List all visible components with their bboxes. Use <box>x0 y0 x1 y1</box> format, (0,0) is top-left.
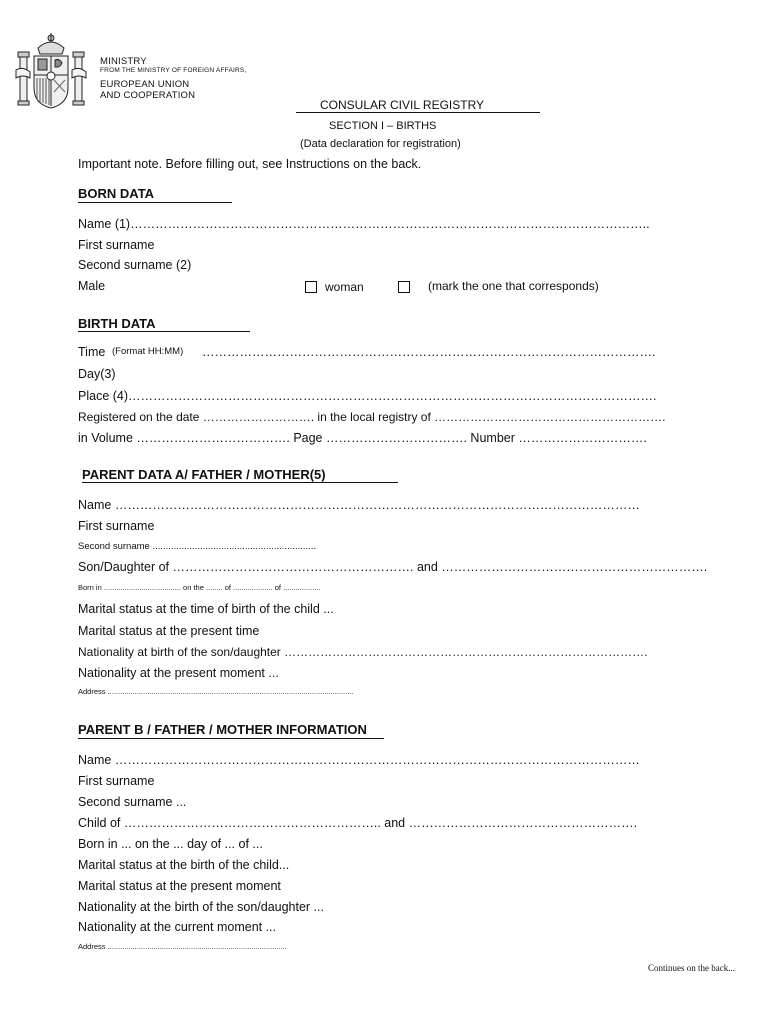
mark-note: (mark the one that corresponds) <box>428 279 599 293</box>
form-title: CONSULAR CIVIL REGISTRY <box>320 98 485 112</box>
born-data-underline <box>78 202 232 203</box>
parent-a-born-in-field[interactable]: Born in ..................................... on the ........ of ................... of .................. <box>78 583 321 592</box>
parent-a-first-surname-field[interactable]: First surname <box>78 519 155 533</box>
continues-footer: Continues on the back... <box>648 963 735 973</box>
time-label: Time <box>78 345 106 359</box>
birth-data-underline <box>78 331 250 332</box>
birth-data-heading: BIRTH DATA <box>78 316 156 331</box>
parent-a-address-field[interactable]: Address ...................................................................................................................... <box>78 687 354 696</box>
place-field[interactable]: Place (4)………………………………………………………………………………………………………………. <box>78 389 657 403</box>
male-label: Male <box>78 279 106 293</box>
coat-of-arms-logo <box>12 30 90 112</box>
born-second-surname-field[interactable]: Second surname (2) <box>78 258 192 272</box>
form-subtitle: (Data declaration for registration) <box>300 138 461 150</box>
important-note: Important note. Before filling out, see Instructions on the back. <box>78 157 422 171</box>
parent-a-marital-birth-field[interactable]: Marital status at the time of birth of the child ... <box>78 602 334 616</box>
parent-b-heading: PARENT B / FATHER / MOTHER INFORMATION <box>78 722 367 737</box>
eu-label-line2: AND COOPERATION <box>100 90 196 101</box>
parent-b-nationality-birth-field[interactable]: Nationality at the birth of the son/daughter ... <box>78 900 324 914</box>
parent-b-born-in-field[interactable]: Born in ... on the ... day of ... of ... <box>78 837 263 851</box>
parent-a-second-surname-field[interactable]: Second surname .............................................................. <box>78 541 317 552</box>
parent-b-child-of-field[interactable]: Child of …………………………………………………….. and ………………………………………………. <box>78 816 638 830</box>
parent-a-heading: PARENT DATA A/ FATHER / MOTHER(5) <box>82 467 326 482</box>
parent-b-marital-present-field[interactable]: Marital status at the present moment <box>78 879 281 893</box>
title-underline <box>296 112 540 113</box>
parent-b-underline <box>78 738 384 739</box>
parent-b-second-surname-field[interactable]: Second surname ... <box>78 795 187 809</box>
woman-label: woman <box>325 280 364 294</box>
born-first-surname-field[interactable]: First surname <box>78 238 155 252</box>
parent-b-nationality-current-field[interactable]: Nationality at the current moment ... <box>78 920 277 934</box>
parent-a-son-daughter-of-field[interactable]: Son/Daughter of …………………………………………………. and ………………………………………………………. <box>78 560 708 574</box>
eu-label-line1: EUROPEAN UNION <box>100 79 190 90</box>
parent-a-nationality-birth-field[interactable]: Nationality at birth of the son/daughter ………………………………………………………………………………. <box>78 645 648 659</box>
parent-b-name-field[interactable]: Name ……………………………………………………………………………………………………………… <box>78 753 640 767</box>
time-field[interactable]: ………………………………………………………………………………………………. <box>202 345 656 359</box>
parent-b-first-surname-field[interactable]: First surname <box>78 774 155 788</box>
woman-checkbox[interactable] <box>398 281 410 293</box>
section-title: SECTION I – BIRTHS <box>329 120 437 132</box>
parent-b-address-field[interactable]: Address ...................................................................................... <box>78 942 287 951</box>
parent-a-name-field[interactable]: Name ……………………………………………………………………………………………………………… <box>78 498 640 512</box>
male-checkbox[interactable] <box>305 281 317 293</box>
parent-b-marital-birth-field[interactable]: Marital status at the birth of the child... <box>78 858 290 872</box>
born-name-field[interactable]: Name (1)…………………………………………………………………………………………………………….. <box>78 217 650 231</box>
time-format-hint: (Format HH:MM) <box>112 346 184 357</box>
born-data-heading: BORN DATA <box>78 186 155 201</box>
day-field[interactable]: Day(3) <box>78 367 116 381</box>
registered-field[interactable]: Registered on the date ………………………. in the local registry of …………………………………………………. <box>78 410 666 424</box>
parent-a-marital-present-field[interactable]: Marital status at the present time <box>78 624 260 638</box>
parent-a-underline <box>82 482 398 483</box>
volume-page-number-field[interactable]: in Volume ………………………………. Page ……………………………. Number …………………………. <box>78 431 647 445</box>
parent-a-nationality-present-field[interactable]: Nationality at the present moment ... <box>78 666 279 680</box>
ministry-subtitle: FROM THE MINISTRY OF FOREIGN AFFAIRS, <box>100 67 247 74</box>
ministry-label: MINISTRY <box>100 56 147 67</box>
